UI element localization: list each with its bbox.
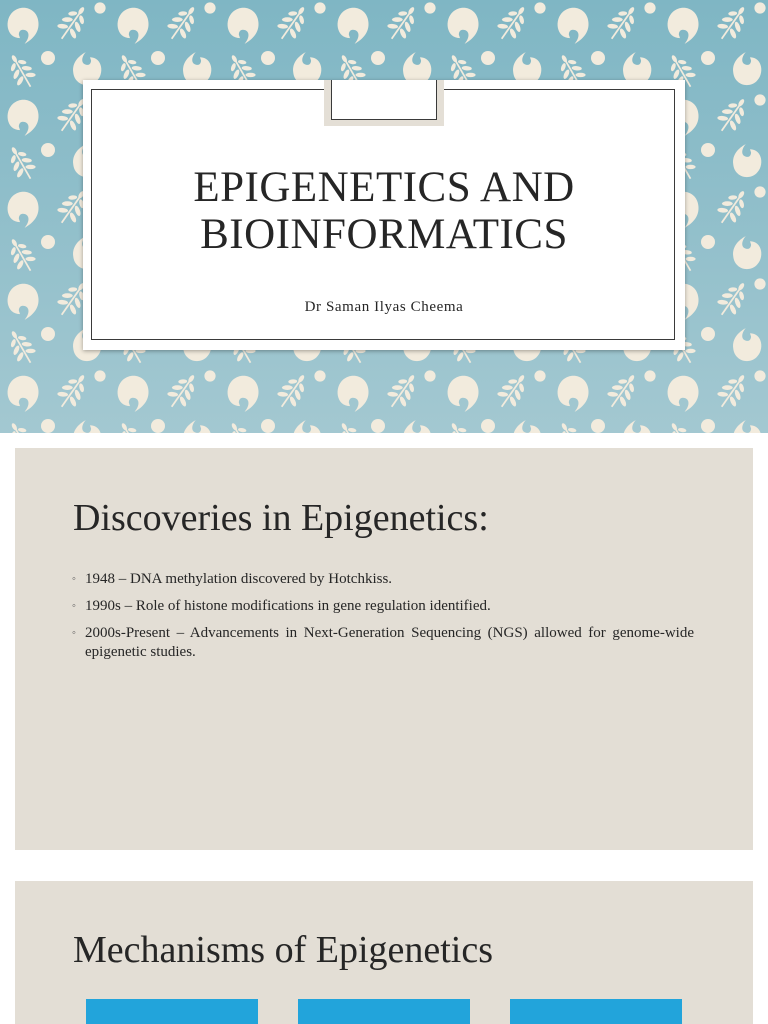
title-card	[83, 80, 685, 350]
list-item	[72, 624, 694, 662]
presenter-name: Dr Saman Ilyas Cheema	[304, 299, 464, 315]
hollow-bullet-icon: ◦	[72, 627, 76, 639]
list-item-text: 1990s – Role of histone modifications in gene regulation identified.	[85, 598, 491, 614]
hollow-bullet-icon: ◦	[72, 573, 76, 585]
presentation-title	[83, 164, 685, 258]
list-item	[72, 570, 694, 589]
hollow-bullet-icon: ◦	[72, 600, 76, 612]
discoveries-slide	[15, 448, 753, 850]
slide-heading: Discoveries in Epigenetics:	[73, 497, 489, 539]
discoveries-list	[72, 570, 694, 670]
slide-heading: Mechanisms of Epigenetics	[73, 929, 494, 971]
mechanisms-slide	[15, 881, 753, 1024]
mechanism-box	[298, 999, 470, 1024]
list-item-text: 2000s-Present – Advancements in Next-Generation Sequencing (NGS) allowed for genome-wide epigenetic studies.	[85, 625, 694, 660]
title-slide	[0, 0, 768, 433]
title-line-1: EPIGENETICS AND	[193, 164, 575, 211]
mechanism-box	[86, 999, 258, 1024]
title-tab	[331, 80, 437, 120]
title-line-2: BIOINFORMATICS	[200, 211, 568, 258]
list-item	[72, 597, 694, 616]
mechanism-box	[510, 999, 682, 1024]
list-item-text: 1948 – DNA methylation discovered by Hotchkiss.	[85, 571, 393, 587]
